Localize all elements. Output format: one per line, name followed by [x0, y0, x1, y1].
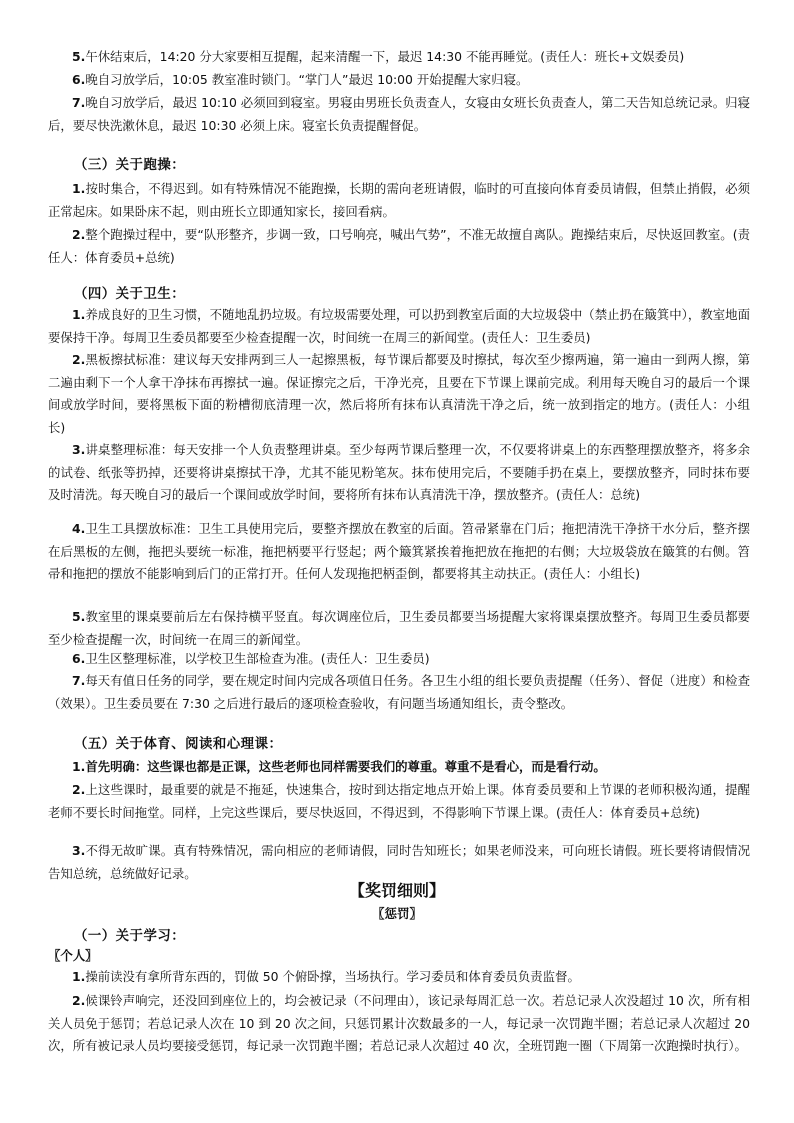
paragraph — [48, 349, 750, 439]
item-number: 2. — [72, 352, 86, 367]
item-text: 晚自习放学后，最迟 10:10 必须回到寝室。男寝由男班长负责查人，女寝由女班长负责查人，第二天告知总统记录。归寝后，要尽快洗漱休息，最迟 10:30 必须上床。寝室长负责提醒督促。 — [48, 95, 750, 133]
section-heading: （五）关于体育、阅读和心理课： — [74, 736, 283, 752]
item-text: 养成良好的卫生习惯，不随地乱扔垃圾。有垃圾需要处理，可以扔到教室后面的大垃圾袋中（禁止扔在簸箕中），教室地面要保持干净。每周卫生委员都要至少检查提醒一次，时间统一在周三的新闻堂。(责任人：卫生委员) — [48, 307, 750, 345]
item-text: 每天有值日任务的同学，要在规定时间内完成各项值日任务。各卫生小组的组长要负责提醒（任务）、督促（进度）和检查（效果）。卫生委员要在 7:30 之后进行最后的逐项检查验收，有问题当场通知组长，责令整改。 — [48, 673, 750, 711]
item-text: 教室里的课桌要前后左右保持横平竖直。每次调座位后，卫生委员都要当场提醒大家将课桌摆放整齐。每周卫生委员都要至少检查提醒一次，时间统一在周三的新闻堂。 — [48, 609, 750, 647]
item-text: 午休结束后，14:20 分大家要相互提醒，起来清醒一下，最迟 14:30 不能再睡觉。(责任人：班长+文娱委员) — [85, 49, 685, 64]
section-heading: （一）关于学习： — [74, 928, 186, 944]
group-label: 〖个人〗 — [48, 948, 98, 963]
item-text: 首先明确：这些课也都是正课，这些老师也同样需要我们的尊重。尊重不是看心，而是看行动。 — [85, 759, 606, 774]
item-number: 7. — [72, 95, 86, 110]
item-number: 4. — [72, 521, 86, 536]
paragraph — [48, 92, 750, 137]
paragraph — [48, 756, 750, 779]
paragraph — [48, 990, 750, 1058]
item-text: 按时集合，不得迟到。如有特殊情况不能跑操，长期的需向老班请假，临时的可直接向体育委员请假，但禁止捎假，必须正常起床。如果卧床不起，则由班长立即通知家长，接回看病。 — [48, 181, 750, 219]
item-number: 2. — [72, 782, 86, 797]
paragraph — [48, 606, 750, 651]
item-text: 卫生工具摆放标准：卫生工具使用完后，要整齐摆放在教室的后面。笤帚紧靠在门后；拖把清洗干净挤干水分后，整齐摆在后黑板的左侧，拖把头要统一标准，拖把柄要平行竖起；两个簸箕紧挨着拖把放在拖把的右侧；大垃圾袋放在簸箕的右侧。笤帚和拖把的摆放不能影响到后门的正常打开。任何人发现拖把柄歪倒，都要将其主动扶正。(责任人：小组长) — [48, 521, 750, 582]
item-number: 7. — [72, 673, 86, 688]
paragraph — [48, 69, 750, 92]
item-number: 2. — [72, 993, 86, 1008]
paragraph — [48, 966, 750, 989]
item-number: 5. — [72, 49, 86, 64]
item-text: 整个跑操过程中，要“队形整齐，步调一致，口号响亮，喊出气势”，不准无故擅自离队。跑操结束后，尽快返回教室。(责任人：体育委员+总统) — [48, 227, 750, 265]
paragraph — [48, 304, 750, 349]
section-heading: （四）关于卫生： — [74, 286, 186, 302]
paragraph — [48, 46, 750, 69]
paragraph — [48, 439, 750, 507]
item-text: 上这些课时，最重要的就是不拖延，快速集合，按时到达指定地点开始上课。体育委员要和上节课的老师积极沟通，提醒老师不要长时间拖堂。同样，上完这些课后，要尽快返回，不得迟到，不得影响下节课上课。(责任人：体育委员+总统) — [48, 782, 750, 820]
item-text: 黑板擦拭标准：建议每天安排两到三人一起擦黑板，每节课后都要及时擦拭，每次至少擦两遍，第一遍由一到两人擦，第二遍由剩下一个人拿干净抹布再擦拭一遍。保证擦完之后，干净光亮，且要在下节课上课前完成。利用每天晚自习的最后一个课间或放学时间，要将黑板下面的粉槽彻底清理一次，然后将所有抹布认真清洗干净之后，统一放到指定的地方。(责任人：小组长) — [48, 352, 750, 435]
item-text: 卫生区整理标准，以学校卫生部检查为准。(责任人：卫生委员) — [85, 651, 430, 666]
paragraph — [48, 840, 750, 885]
page-title: 【奖罚细则】 — [348, 881, 445, 900]
paragraph — [48, 518, 750, 586]
item-number: 3. — [72, 843, 86, 858]
item-text: 不得无故旷课。真有特殊情况，需向相应的老师请假，同时告知班长；如果老师没来，可向班长请假。班长要将请假情况告知总统，总统做好记录。 — [48, 843, 750, 881]
item-number: 1. — [72, 969, 86, 984]
subtitle: 〖惩罚〗 — [371, 906, 422, 921]
item-number: 6. — [72, 72, 86, 87]
item-number: 3. — [72, 442, 86, 457]
item-number: 6. — [72, 651, 86, 666]
item-number: 1. — [72, 307, 86, 322]
paragraph — [48, 779, 750, 824]
paragraph — [48, 670, 750, 715]
paragraph — [48, 178, 750, 223]
section-heading: （三）关于跑操： — [74, 157, 186, 173]
paragraph — [48, 224, 750, 269]
item-number: 5. — [72, 609, 86, 624]
item-number: 2. — [72, 227, 86, 242]
item-number: 1. — [72, 759, 86, 774]
item-text: 操前读没有拿所背东西的，罚做 50 个俯卧撑，当场执行。学习委员和体育委员负责监督。 — [85, 969, 580, 984]
item-number: 1. — [72, 181, 86, 196]
item-text: 晚自习放学后，10:05 教室准时锁门。“掌门人”最迟 10:00 开始提醒大家归寝。 — [85, 72, 529, 87]
item-text: 候课铃声响完，还没回到座位上的，均会被记录（不问理由），该记录每周汇总一次。若总记录人次没超过 10 次，所有相关人员免于惩罚；若总记录人次在 10 到 20 次之间，只惩罚累计次数最多的一人，每记录一次罚跑半圈；若总记录人次超过 20 次，所有被记录人员均要接受惩罚，每记录一次罚跑半圈；若总记录人次超过 40 次，全班罚跑一圈（下周第一次跑操时执行）。 — [48, 993, 750, 1054]
paragraph — [48, 648, 750, 671]
item-text: 讲桌整理标准：每天安排一个人负责整理讲桌。至少每两节课后整理一次，不仅要将讲桌上的东西整理摆放整齐，将多余的试卷、纸张等扔掉，还要将讲桌擦拭干净，尤其不能见粉笔灰。抹布使用完后，不要随手扔在桌上，要摆放整齐，同时抹布要及时清洗。每天晚自习的最后一个课间或放学时间，要将所有抹布认真清洗干净，摆放整齐。(责任人：总统) — [48, 442, 750, 503]
